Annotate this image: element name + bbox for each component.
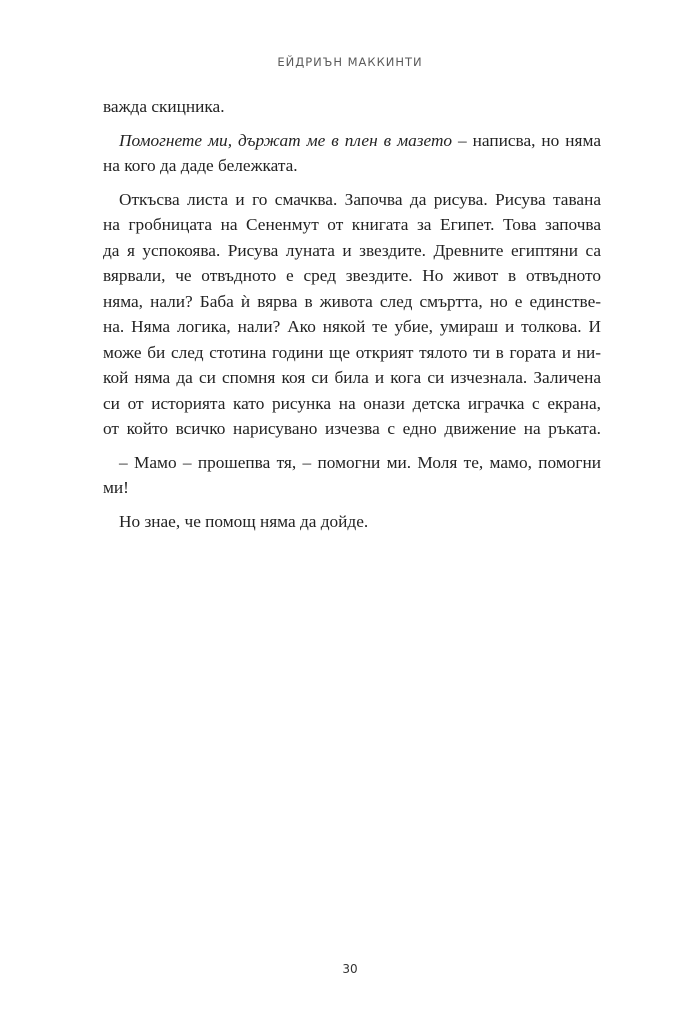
paragraph-line: може би след стотина години ще открият тялото ти в гората и ни- xyxy=(103,342,601,362)
paragraph-line: кой няма да си спомня коя си била и кога си изчезнала. Заличена xyxy=(103,368,601,387)
paragraph-line: да я успокоява. Рисува луната и звездите. Древните египтяни са xyxy=(103,240,601,260)
page-number: 30 xyxy=(342,962,358,976)
paragraph-line: Но знае, че помощ няма да дойде. xyxy=(119,511,369,531)
paragraph-line: вярвали, че отвъдното е сред звездите. Но живот в отвъдното xyxy=(103,266,601,285)
paragraph-line: ми! xyxy=(103,478,129,497)
paragraph-line: на кого да даде бележката. xyxy=(103,156,298,175)
italic-note-text: Помогнете ми, държат ме в плен в мазето xyxy=(119,130,453,150)
running-header: ЕЙДРИЪН МАККИНТИ xyxy=(277,55,423,69)
paragraph-line: на гробницата на Сененмут от книгата за Египет. Това започва xyxy=(103,215,601,234)
paragraph-line: Откъсва листа и го смачква. Започва да рисува. Рисува тавана xyxy=(119,189,601,209)
paragraph-line: си от историята като рисунка на онази детска играчка с екрана, xyxy=(103,393,601,413)
line-continuation: – написва, но няма xyxy=(452,130,601,150)
paragraph-line xyxy=(103,128,601,154)
paragraph-line: няма, нали? Баба ѝ вярва в живота след смъртта, но е единстве- xyxy=(103,291,601,311)
paragraph-line: важда скицника. xyxy=(103,97,225,116)
paragraph-line: от който всичко нарисувано изчезва с едно движение на ръката. xyxy=(103,419,601,438)
paragraph-line: на. Няма логика, нали? Ако някой те убие, умираш и толкова. И xyxy=(103,317,601,336)
body-text xyxy=(103,94,601,534)
paragraph-line: – Мамо – прошепва тя, – помогни ми. Моля те, мамо, помогни xyxy=(119,452,601,472)
